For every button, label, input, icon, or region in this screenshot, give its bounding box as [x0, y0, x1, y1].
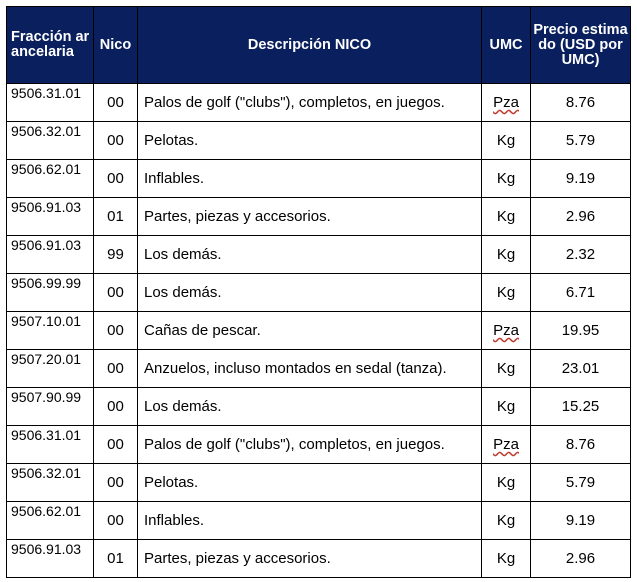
cell-fraccion: 9507.20.01 [7, 350, 94, 388]
cell-nico: 01 [94, 198, 138, 236]
header-descripcion: Descripción NICO [138, 7, 482, 84]
cell-fraccion: 9506.31.01 [7, 426, 94, 464]
cell-precio: 23.01 [531, 350, 631, 388]
cell-umc: Kg [482, 350, 531, 388]
cell-umc [482, 312, 531, 350]
table-row [7, 464, 631, 502]
table-row [7, 84, 631, 122]
cell-descripcion: Pelotas. [138, 464, 482, 502]
cell-descripcion: Los demás. [138, 274, 482, 312]
cell-descripcion: Palos de golf ("clubs"), completos, en juegos. [138, 84, 482, 122]
cell-umc: Kg [482, 274, 531, 312]
cell-umc: Kg [482, 388, 531, 426]
cell-precio: 15.25 [531, 388, 631, 426]
header-nico: Nico [94, 7, 138, 84]
cell-umc: Kg [482, 502, 531, 540]
table-row [7, 312, 631, 350]
cell-precio: 5.79 [531, 464, 631, 502]
table-row [7, 540, 631, 578]
cell-precio: 9.19 [531, 160, 631, 198]
cell-descripcion: Los demás. [138, 236, 482, 274]
cell-precio: 8.76 [531, 84, 631, 122]
table-row [7, 122, 631, 160]
cell-fraccion: 9506.62.01 [7, 502, 94, 540]
cell-umc: Kg [482, 122, 531, 160]
cell-umc: Kg [482, 464, 531, 502]
table-row [7, 502, 631, 540]
tariff-table [6, 6, 631, 578]
cell-nico: 00 [94, 464, 138, 502]
cell-fraccion: 9507.10.01 [7, 312, 94, 350]
cell-nico: 00 [94, 122, 138, 160]
cell-fraccion: 9506.91.03 [7, 236, 94, 274]
cell-descripcion: Partes, piezas y accesorios. [138, 540, 482, 578]
header-umc: UMC [482, 7, 531, 84]
cell-nico: 99 [94, 236, 138, 274]
cell-precio: 5.79 [531, 122, 631, 160]
cell-precio: 6.71 [531, 274, 631, 312]
umc-value: Pza [493, 322, 519, 339]
cell-fraccion: 9506.62.01 [7, 160, 94, 198]
umc-value: Pza [493, 94, 519, 111]
cell-precio: 2.96 [531, 198, 631, 236]
table-row [7, 350, 631, 388]
cell-umc [482, 84, 531, 122]
cell-nico: 00 [94, 312, 138, 350]
umc-value: Pza [493, 436, 519, 453]
table-row [7, 160, 631, 198]
table-row [7, 388, 631, 426]
cell-fraccion: 9506.91.03 [7, 540, 94, 578]
cell-descripcion: Partes, piezas y accesorios. [138, 198, 482, 236]
cell-nico: 00 [94, 502, 138, 540]
cell-descripcion: Anzuelos, incluso montados en sedal (tanza). [138, 350, 482, 388]
cell-descripcion: Palos de golf ("clubs"), completos, en juegos. [138, 426, 482, 464]
cell-descripcion: Inflables. [138, 160, 482, 198]
table-row [7, 198, 631, 236]
cell-umc: Kg [482, 198, 531, 236]
cell-umc: Kg [482, 236, 531, 274]
cell-nico: 01 [94, 540, 138, 578]
cell-umc: Kg [482, 540, 531, 578]
cell-descripcion: Los demás. [138, 388, 482, 426]
cell-precio: 9.19 [531, 502, 631, 540]
cell-fraccion: 9506.99.99 [7, 274, 94, 312]
cell-nico: 00 [94, 160, 138, 198]
cell-nico: 00 [94, 274, 138, 312]
cell-descripcion: Cañas de pescar. [138, 312, 482, 350]
cell-fraccion: 9506.31.01 [7, 84, 94, 122]
cell-umc [482, 426, 531, 464]
table-row [7, 236, 631, 274]
cell-descripcion: Inflables. [138, 502, 482, 540]
cell-fraccion: 9506.91.03 [7, 198, 94, 236]
cell-fraccion: 9506.32.01 [7, 122, 94, 160]
cell-umc: Kg [482, 160, 531, 198]
table-body [7, 84, 631, 578]
cell-nico: 00 [94, 388, 138, 426]
cell-descripcion: Pelotas. [138, 122, 482, 160]
table-row [7, 274, 631, 312]
cell-fraccion: 9506.32.01 [7, 464, 94, 502]
cell-precio: 19.95 [531, 312, 631, 350]
cell-fraccion: 9507.90.99 [7, 388, 94, 426]
cell-precio: 2.96 [531, 540, 631, 578]
cell-precio: 8.76 [531, 426, 631, 464]
header-fraccion: Fracción arancelaria [7, 7, 94, 84]
table-row [7, 426, 631, 464]
cell-nico: 00 [94, 426, 138, 464]
cell-nico: 00 [94, 350, 138, 388]
cell-precio: 2.32 [531, 236, 631, 274]
header-precio: Precio estimado (USD por UMC) [531, 7, 631, 84]
cell-nico: 00 [94, 84, 138, 122]
header-row [7, 7, 631, 84]
